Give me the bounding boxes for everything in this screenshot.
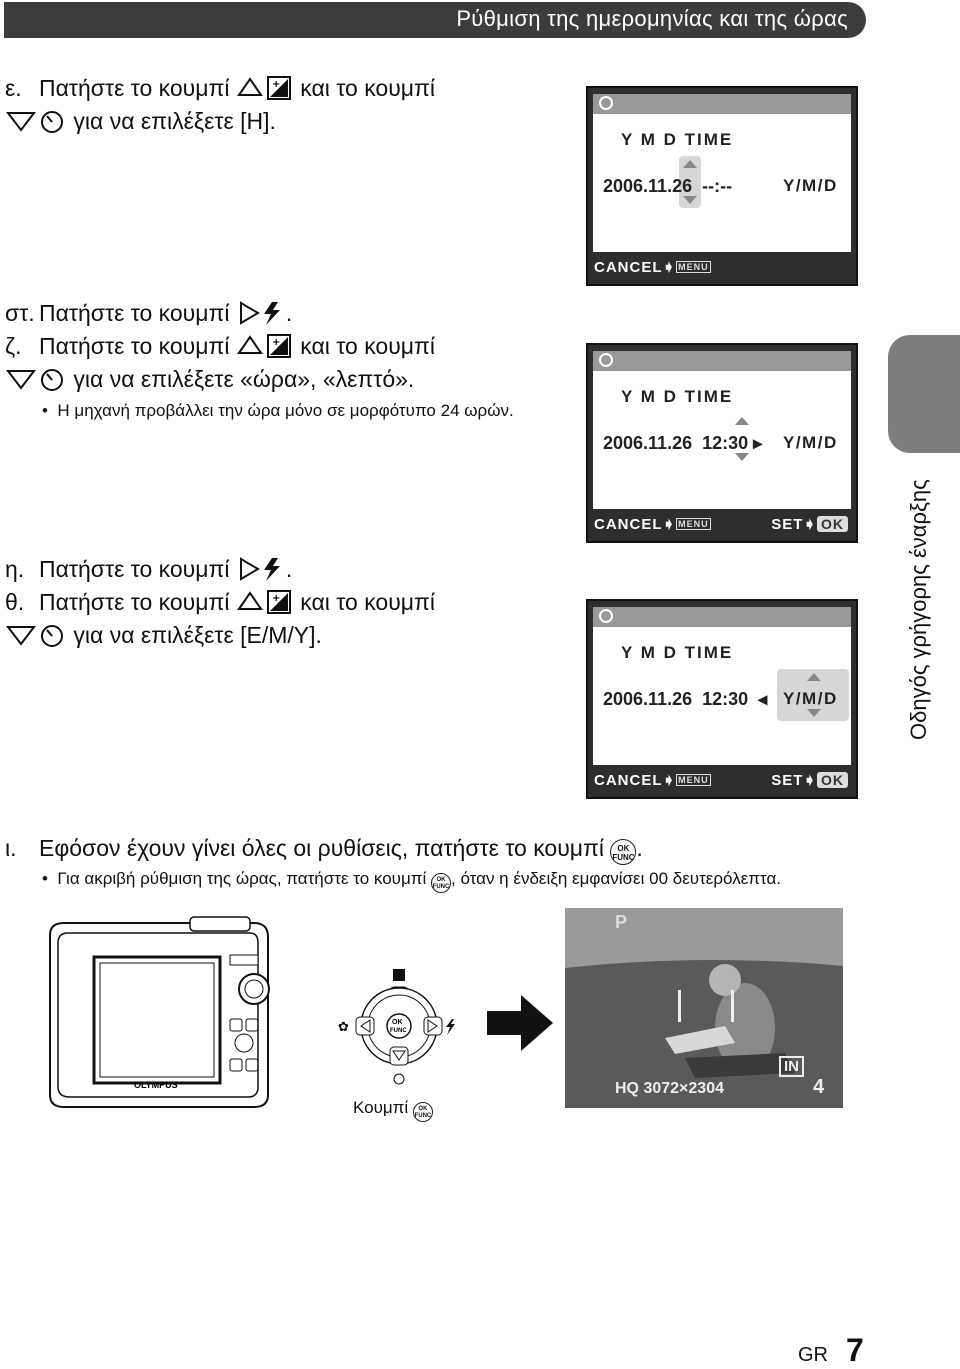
svg-text:+: +	[271, 593, 281, 604]
screen-field-labels: Y M D TIME	[621, 643, 734, 662]
down-arrow-icon	[683, 196, 697, 204]
step-text: Πατήστε το κουμπί	[39, 556, 230, 582]
step-i: ι. Εφόσον έχουν γίνει όλες οι ρυθίσεις, πατήστε το κουμπί OK FUNC.	[5, 832, 643, 865]
down-arrow-icon	[807, 709, 821, 717]
ok-func-button-icon: OK FUNC	[431, 873, 451, 893]
step-st: στ. Πατήστε το κουμπί .	[5, 297, 292, 330]
down-selftimer-icon	[5, 366, 67, 392]
cancel-label: CANCEL	[594, 772, 663, 789]
step-text: Εφόσον έχουν γίνει όλες οι ρυθίσεις, πατήστε το κουμπί	[39, 835, 605, 861]
set-label: SET	[771, 772, 804, 789]
lcd-screen-1: Y M D TIME 2006.11.26 --:-- Y/M/D CANCEL➧ MENU	[586, 86, 858, 286]
step-i-bullet: • Για ακριβή ρύθμιση της ώρας, πατήστε το κουμπί OK FUNC, όταν η ένδειξη εμφανίσει 00 δευτερόλεπτα.	[42, 869, 781, 893]
step-text: για να επιλέξετε [Η].	[73, 108, 276, 134]
side-tab	[888, 335, 960, 453]
step-text: για να επιλέξετε [Ε/Μ/Υ].	[73, 622, 322, 648]
step-marker: ε.	[5, 75, 22, 101]
clock-icon	[599, 96, 613, 110]
menu-button-icon: MENU	[678, 519, 709, 529]
menu-button-icon: MENU	[678, 775, 709, 785]
up-exposure-icon	[236, 75, 294, 101]
step-marker: ι.	[5, 835, 17, 861]
step-text: και το κουμπί	[300, 75, 436, 101]
right-flash-icon	[236, 300, 286, 326]
screen-time: --:--	[702, 176, 733, 196]
shooting-mode-label: P	[615, 912, 628, 932]
screen-field-labels: Y M D TIME	[621, 387, 734, 406]
bullet-text: Η μηχανή προβάλλει την ώρα μόνο σε μορφότυπο 24 ωρών.	[57, 401, 514, 420]
step-z-bullet: • Η μηχανή προβάλλει την ώρα μόνο σε μορφότυπο 24 ωρών.	[42, 401, 514, 420]
step-e	[5, 72, 435, 138]
screen-format: Y/M/D	[783, 689, 838, 708]
svg-text:FUNC: FUNC	[390, 1028, 407, 1034]
clock-icon	[599, 609, 613, 623]
ok-func-button-icon: OK FUNC	[610, 839, 636, 865]
step-marker: η.	[5, 556, 25, 582]
down-selftimer-icon	[5, 622, 67, 648]
quality-label: HQ	[615, 1080, 639, 1097]
bullet-text: Για ακριβή ρύθμιση της ώρας, πατήστε το κουμπί	[57, 869, 427, 888]
screen-format: Y/M/D	[783, 433, 838, 452]
down-selftimer-icon	[5, 108, 67, 134]
side-tab-label: Οδηγός γρήγορης έναρξης	[906, 479, 931, 740]
exposure-icon	[393, 969, 405, 981]
page-number: 7	[846, 1332, 864, 1368]
svg-text:OK: OK	[392, 1019, 403, 1026]
remaining-shots: 4	[813, 1076, 825, 1098]
cancel-label: CANCEL	[594, 516, 663, 533]
footer-language: GR	[798, 1344, 828, 1366]
screen-date: 2006.11.26	[603, 176, 693, 196]
svg-text:+: +	[271, 337, 281, 348]
set-label: SET	[771, 516, 804, 533]
dial-caption-text: Κουμπί	[353, 1098, 409, 1117]
ok-button-icon: OK	[817, 516, 848, 532]
ok-func-button-icon: OK FUNC	[413, 1102, 433, 1122]
bullet-text: , όταν η ένδειξη εμφανίσει 00 δευτερόλεπτα.	[451, 869, 782, 888]
lcd-screen-2: Y M D TIME 2006.11.26 12:30 ▸ Y/M/D CANCEL➧ MENU SET➧ OK	[586, 343, 858, 543]
down-arrow-icon	[735, 453, 749, 461]
screen-time: 12:30	[702, 433, 749, 453]
step-text: Πατήστε το κουμπί	[39, 589, 230, 615]
step-text: Πατήστε το κουμπί	[39, 75, 230, 101]
lcd-photo-preview	[565, 908, 843, 1108]
cancel-label: CANCEL	[594, 259, 663, 276]
page-header	[4, 2, 866, 38]
menu-button-icon: MENU	[678, 262, 709, 272]
memory-indicator: IN	[779, 1056, 804, 1077]
step-text: και το κουμπί	[300, 589, 436, 615]
step-text: Πατήστε το κουμπί	[39, 300, 230, 326]
flash-icon	[446, 1019, 455, 1035]
step-th	[5, 586, 435, 652]
af-frame	[678, 990, 734, 1022]
selftimer-icon	[394, 1074, 404, 1084]
step-marker: θ.	[5, 589, 25, 615]
camera-illustration	[40, 915, 280, 1115]
step-text: για να επιλέξετε «ώρα», «λεπτό».	[73, 366, 415, 392]
svg-text:+: +	[271, 79, 281, 90]
step-marker: ζ.	[5, 333, 22, 359]
screen-field-labels: Y M D TIME	[621, 130, 734, 149]
step-marker: στ.	[5, 300, 35, 326]
dial-caption	[353, 1098, 433, 1122]
up-arrow-icon	[735, 417, 749, 425]
up-arrow-icon	[683, 160, 697, 168]
clock-icon	[599, 353, 613, 367]
step-text: Πατήστε το κουμπί	[39, 333, 230, 359]
up-exposure-icon	[236, 333, 294, 359]
page-header-title: Ρύθμιση της ημερομηνίας και της ώρας	[456, 6, 848, 31]
screen-date: 2006.11.26	[603, 433, 693, 453]
arrow-right-icon	[487, 995, 555, 1051]
control-dial-diagram	[330, 965, 470, 1090]
camera-brand-logo: OLYMPUS	[134, 1080, 178, 1090]
lcd-screen-3: Y M D TIME 2006.11.26 12:30 ◂ Y/M/D CANCEL➧ MENU SET➧ OK	[586, 599, 858, 799]
up-exposure-icon	[236, 589, 294, 615]
macro-icon: ✿	[338, 1020, 349, 1035]
screen-time: 12:30	[702, 689, 749, 709]
right-flash-icon	[236, 556, 286, 582]
screen-date: 2006.11.26	[603, 689, 693, 709]
step-z	[5, 330, 435, 396]
screen-format: Y/M/D	[783, 176, 838, 195]
step-h: η. Πατήστε το κουμπί .	[5, 553, 292, 586]
ok-button-icon: OK	[817, 772, 848, 788]
up-arrow-icon	[807, 673, 821, 681]
resolution-label: 3072×2304	[643, 1080, 724, 1097]
step-text: και το κουμπί	[300, 333, 436, 359]
